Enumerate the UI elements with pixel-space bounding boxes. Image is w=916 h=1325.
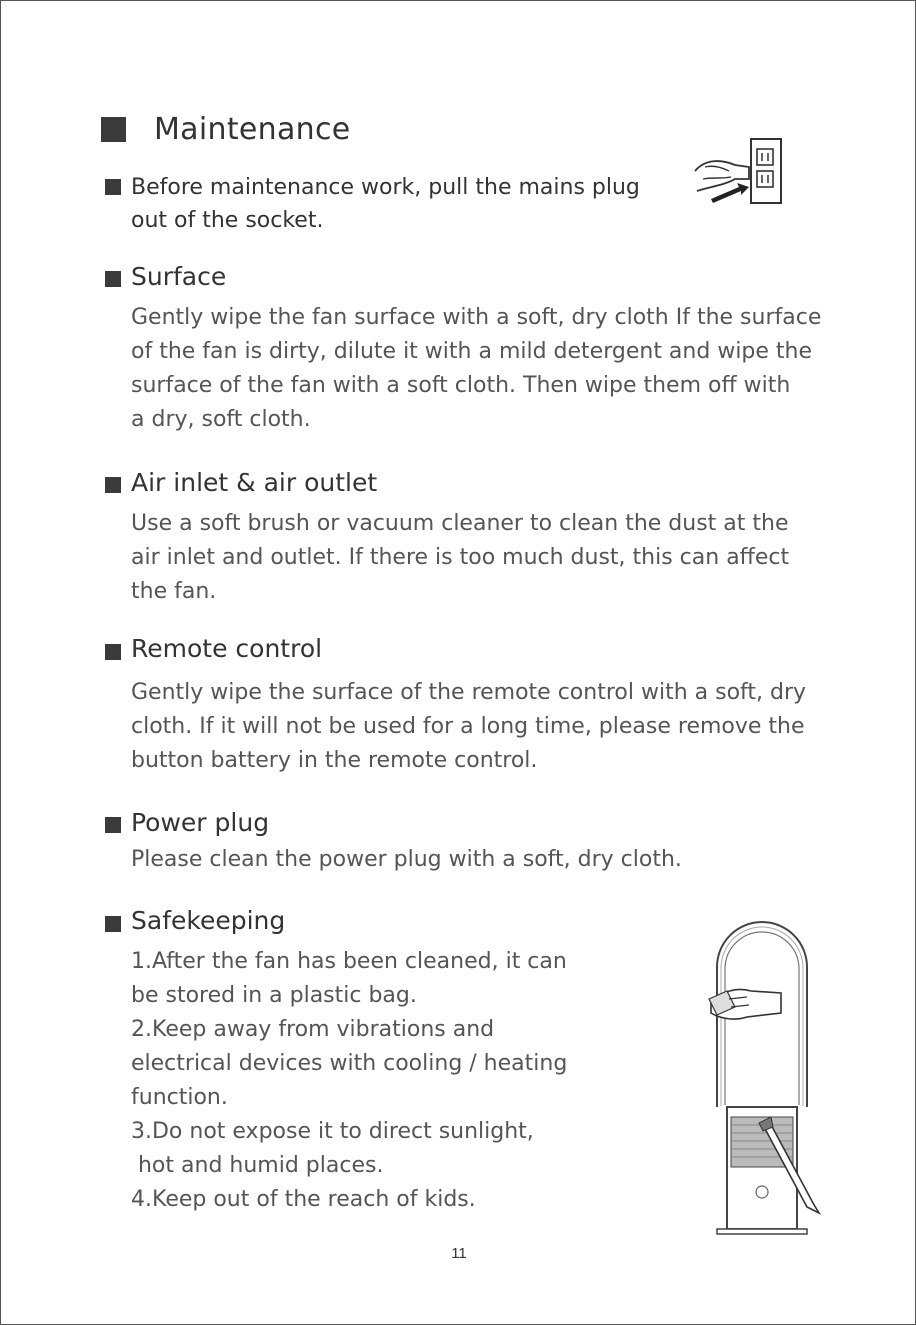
body-line: a dry, soft cloth.: [131, 407, 311, 432]
body-line: hot and humid places.: [131, 1153, 384, 1178]
intro-line: out of the socket.: [131, 208, 324, 233]
page-title: Maintenance: [154, 111, 351, 147]
intro-text: [131, 171, 640, 237]
body-line: Gently wipe the fan surface with a soft, dry cloth If the surface: [131, 305, 822, 330]
body-line: the fan.: [131, 579, 217, 604]
section-bullet-icon: [105, 817, 121, 833]
body-line: surface of the fan with a soft cloth. Then wipe them off with: [131, 373, 791, 398]
body-line: air inlet and outlet. If there is too much dust, this can affect: [131, 545, 790, 570]
section-heading-surface: Surface: [131, 262, 227, 291]
intro-line: Before maintenance work, pull the mains plug: [131, 175, 640, 200]
section-heading-remote: Remote control: [131, 634, 323, 663]
body-line: function.: [131, 1085, 228, 1110]
intro-bullet-icon: [105, 179, 121, 195]
section-body-safekeeping: [131, 945, 567, 1217]
body-line: button battery in the remote control.: [131, 748, 538, 773]
section-heading-air: Air inlet & air outlet: [131, 468, 378, 497]
body-line: 4.Keep out of the reach of kids.: [131, 1187, 476, 1212]
section-bullet-icon: [105, 477, 121, 493]
section-body-air: [131, 507, 789, 609]
page-number: 11: [451, 1245, 467, 1262]
body-line: 1.After the fan has been cleaned, it can: [131, 949, 567, 974]
section-bullet-icon: [105, 916, 121, 932]
body-line: cloth. If it will not be used for a long time, please remove the: [131, 714, 805, 739]
body-line: electrical devices with cooling / heating: [131, 1051, 568, 1076]
body-line: Gently wipe the surface of the remote control with a soft, dry: [131, 680, 807, 705]
body-line: 2.Keep away from vibrations and: [131, 1017, 495, 1042]
fan-icon: [707, 917, 819, 1239]
section-body-power: [131, 843, 682, 877]
section-heading-power: Power plug: [131, 808, 270, 837]
section-body-surface: [131, 301, 821, 437]
section-bullet-icon: [105, 644, 121, 660]
body-line: Please clean the power plug with a soft, dry cloth.: [131, 847, 682, 872]
body-line: Use a soft brush or vacuum cleaner to clean the dust at the: [131, 511, 789, 536]
section-body-remote: [131, 676, 806, 778]
title-row: [101, 107, 351, 151]
section-heading-safekeeping: Safekeeping: [131, 906, 286, 935]
body-line: of the fan is dirty, dilute it with a mild detergent and wipe the: [131, 339, 813, 364]
title-square-icon: [101, 117, 126, 142]
section-bullet-icon: [105, 271, 121, 287]
plug-icon: [691, 137, 791, 209]
body-line: 3.Do not expose it to direct sunlight,: [131, 1119, 534, 1144]
body-line: be stored in a plastic bag.: [131, 983, 417, 1008]
